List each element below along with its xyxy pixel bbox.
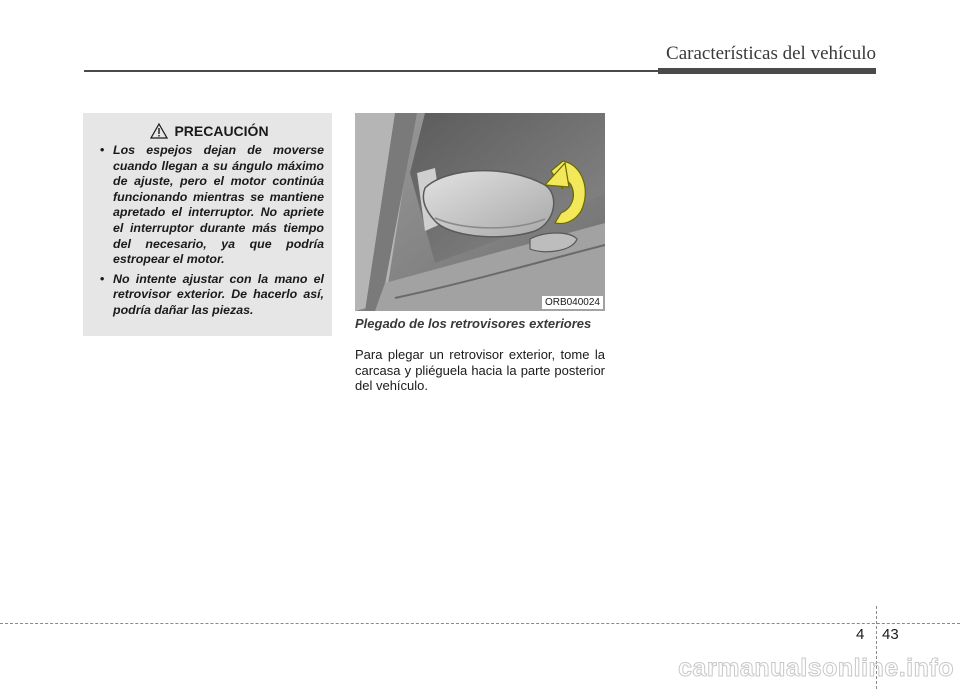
page-header-title: Características del vehículo [666, 43, 876, 64]
caution-heading-text: PRECAUCIÓN [174, 123, 269, 139]
figure-code-label: ORB040024 [542, 296, 603, 309]
mirror-folding-figure [355, 113, 605, 311]
page-number: 43 [882, 626, 899, 643]
section-body: Para plegar un retrovisor exterior, tome la carcasa y pliéguela hacia la parte posterior del vehículo. [355, 347, 605, 393]
section-title: Plegado de los retrovisores exteriores [355, 316, 592, 331]
mirror-illustration [355, 113, 605, 311]
warning-triangle-icon [150, 123, 168, 139]
chapter-number: 4 [856, 626, 865, 643]
caution-list [95, 143, 324, 319]
caution-item-manual [95, 272, 324, 319]
bullet: • [100, 271, 105, 286]
header-rule-accent [658, 68, 876, 74]
caution-item-motor [95, 143, 324, 268]
footer-rule [0, 623, 960, 624]
header-rule [84, 70, 660, 72]
watermark: carmanualsonline.info [678, 654, 954, 682]
caution-box [83, 113, 332, 336]
bullet: • [100, 143, 105, 157]
caution-heading [95, 123, 324, 139]
caution-item-text: Los espejos dejan de moverse cuando llegan a su ángulo máximo de ajuste, pero el motor continúa funcionando mientras se mantiene apretado el interruptor. No apriete el interruptor durante más tiempo del necesario, ya que podría estropear el motor. [113, 143, 324, 267]
caution-item-text: No intente ajustar con la mano el retrovisor exterior. De hacerlo así, podría dañar las piezas. [113, 271, 324, 317]
